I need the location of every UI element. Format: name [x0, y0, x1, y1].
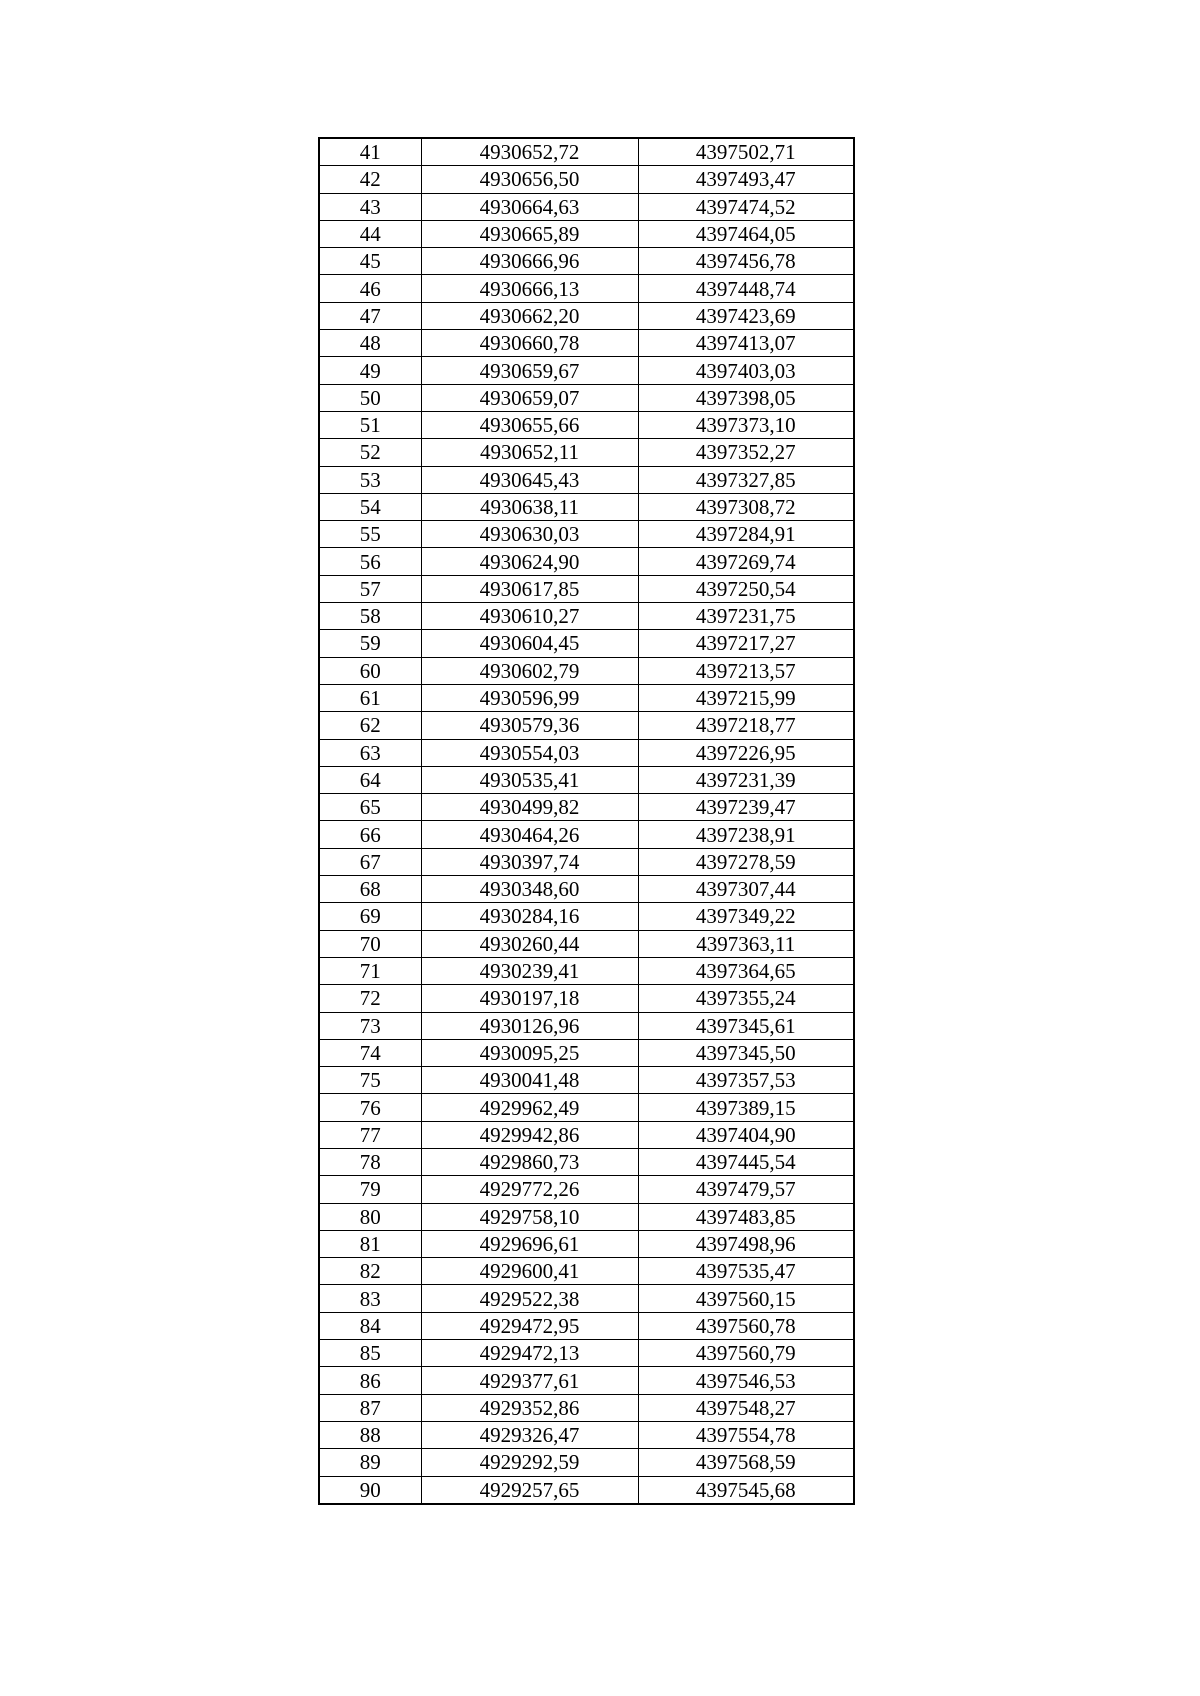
table-row [319, 248, 854, 275]
y-coordinate-cell: 4397389,15 [638, 1094, 854, 1121]
y-coordinate-cell: 4397213,57 [638, 657, 854, 684]
point-number-cell: 60 [319, 657, 421, 684]
table-row [319, 684, 854, 711]
table-row [319, 330, 854, 357]
table-row [319, 766, 854, 793]
y-coordinate-cell: 4397560,79 [638, 1340, 854, 1367]
y-coordinate-cell: 4397445,54 [638, 1148, 854, 1175]
table-row [319, 930, 854, 957]
x-coordinate-cell: 4929962,49 [421, 1094, 638, 1121]
x-coordinate-cell: 4930659,07 [421, 384, 638, 411]
point-number-cell: 72 [319, 985, 421, 1012]
point-number-cell: 81 [319, 1230, 421, 1257]
table-row [319, 957, 854, 984]
x-coordinate-cell: 4929472,95 [421, 1312, 638, 1339]
table-row [319, 876, 854, 903]
point-number-cell: 89 [319, 1449, 421, 1476]
table-row [319, 1476, 854, 1504]
table-row [319, 493, 854, 520]
point-number-cell: 59 [319, 630, 421, 657]
point-number-cell: 67 [319, 848, 421, 875]
x-coordinate-cell: 4930630,03 [421, 521, 638, 548]
x-coordinate-cell: 4929472,13 [421, 1340, 638, 1367]
point-number-cell: 45 [319, 248, 421, 275]
y-coordinate-cell: 4397231,39 [638, 766, 854, 793]
y-coordinate-cell: 4397560,78 [638, 1312, 854, 1339]
point-number-cell: 64 [319, 766, 421, 793]
point-number-cell: 47 [319, 302, 421, 329]
point-number-cell: 70 [319, 930, 421, 957]
x-coordinate-cell: 4930197,18 [421, 985, 638, 1012]
y-coordinate-cell: 4397352,27 [638, 439, 854, 466]
table-row [319, 548, 854, 575]
y-coordinate-cell: 4397231,75 [638, 603, 854, 630]
point-number-cell: 68 [319, 876, 421, 903]
x-coordinate-cell: 4930604,45 [421, 630, 638, 657]
point-number-cell: 71 [319, 957, 421, 984]
table-row [319, 220, 854, 247]
point-number-cell: 84 [319, 1312, 421, 1339]
x-coordinate-cell: 4929600,41 [421, 1258, 638, 1285]
y-coordinate-cell: 4397278,59 [638, 848, 854, 875]
table-row [319, 1121, 854, 1148]
table-row [319, 357, 854, 384]
table-row [319, 1367, 854, 1394]
x-coordinate-cell: 4930617,85 [421, 575, 638, 602]
table-row [319, 903, 854, 930]
y-coordinate-cell: 4397363,11 [638, 930, 854, 957]
table-row [319, 1312, 854, 1339]
point-number-cell: 46 [319, 275, 421, 302]
point-number-cell: 62 [319, 712, 421, 739]
y-coordinate-cell: 4397327,85 [638, 466, 854, 493]
table-row [319, 1340, 854, 1367]
table-row [319, 1012, 854, 1039]
table-row [319, 603, 854, 630]
x-coordinate-cell: 4930535,41 [421, 766, 638, 793]
point-number-cell: 57 [319, 575, 421, 602]
table-row [319, 521, 854, 548]
table-row [319, 193, 854, 220]
table-row [319, 439, 854, 466]
table-row [319, 630, 854, 657]
y-coordinate-cell: 4397413,07 [638, 330, 854, 357]
point-number-cell: 83 [319, 1285, 421, 1312]
point-number-cell: 52 [319, 439, 421, 466]
y-coordinate-cell: 4397483,85 [638, 1203, 854, 1230]
table-row [319, 302, 854, 329]
table-row [319, 848, 854, 875]
x-coordinate-cell: 4929758,10 [421, 1203, 638, 1230]
x-coordinate-cell: 4930638,11 [421, 493, 638, 520]
coordinates-table [318, 137, 855, 1505]
x-coordinate-cell: 4930660,78 [421, 330, 638, 357]
x-coordinate-cell: 4929352,86 [421, 1394, 638, 1421]
table-row [319, 739, 854, 766]
x-coordinate-cell: 4930665,89 [421, 220, 638, 247]
point-number-cell: 51 [319, 411, 421, 438]
table-row [319, 384, 854, 411]
point-number-cell: 73 [319, 1012, 421, 1039]
x-coordinate-cell: 4929696,61 [421, 1230, 638, 1257]
table-row [319, 1394, 854, 1421]
x-coordinate-cell: 4930624,90 [421, 548, 638, 575]
x-coordinate-cell: 4930499,82 [421, 794, 638, 821]
table-row [319, 1258, 854, 1285]
point-number-cell: 80 [319, 1203, 421, 1230]
point-number-cell: 85 [319, 1340, 421, 1367]
y-coordinate-cell: 4397493,47 [638, 166, 854, 193]
y-coordinate-cell: 4397474,52 [638, 193, 854, 220]
x-coordinate-cell: 4930659,67 [421, 357, 638, 384]
table-row [319, 1148, 854, 1175]
table-row [319, 657, 854, 684]
y-coordinate-cell: 4397357,53 [638, 1067, 854, 1094]
point-number-cell: 56 [319, 548, 421, 575]
x-coordinate-cell: 4929377,61 [421, 1367, 638, 1394]
x-coordinate-cell: 4929292,59 [421, 1449, 638, 1476]
x-coordinate-cell: 4929257,65 [421, 1476, 638, 1504]
x-coordinate-cell: 4930554,03 [421, 739, 638, 766]
x-coordinate-cell: 4930239,41 [421, 957, 638, 984]
point-number-cell: 75 [319, 1067, 421, 1094]
y-coordinate-cell: 4397398,05 [638, 384, 854, 411]
x-coordinate-cell: 4930397,74 [421, 848, 638, 875]
y-coordinate-cell: 4397308,72 [638, 493, 854, 520]
point-number-cell: 87 [319, 1394, 421, 1421]
x-coordinate-cell: 4929860,73 [421, 1148, 638, 1175]
x-coordinate-cell: 4929326,47 [421, 1421, 638, 1448]
point-number-cell: 65 [319, 794, 421, 821]
table-row [319, 1094, 854, 1121]
y-coordinate-cell: 4397364,65 [638, 957, 854, 984]
point-number-cell: 44 [319, 220, 421, 247]
x-coordinate-cell: 4930610,27 [421, 603, 638, 630]
table-row [319, 1203, 854, 1230]
point-number-cell: 54 [319, 493, 421, 520]
y-coordinate-cell: 4397349,22 [638, 903, 854, 930]
point-number-cell: 77 [319, 1121, 421, 1148]
y-coordinate-cell: 4397535,47 [638, 1258, 854, 1285]
point-number-cell: 78 [319, 1148, 421, 1175]
x-coordinate-cell: 4929772,26 [421, 1176, 638, 1203]
point-number-cell: 41 [319, 138, 421, 166]
point-number-cell: 49 [319, 357, 421, 384]
point-number-cell: 61 [319, 684, 421, 711]
table-row [319, 794, 854, 821]
x-coordinate-cell: 4930041,48 [421, 1067, 638, 1094]
x-coordinate-cell: 4930662,20 [421, 302, 638, 329]
point-number-cell: 88 [319, 1421, 421, 1448]
y-coordinate-cell: 4397464,05 [638, 220, 854, 247]
y-coordinate-cell: 4397373,10 [638, 411, 854, 438]
point-number-cell: 66 [319, 821, 421, 848]
y-coordinate-cell: 4397568,59 [638, 1449, 854, 1476]
y-coordinate-cell: 4397218,77 [638, 712, 854, 739]
x-coordinate-cell: 4930655,66 [421, 411, 638, 438]
y-coordinate-cell: 4397548,27 [638, 1394, 854, 1421]
y-coordinate-cell: 4397479,57 [638, 1176, 854, 1203]
point-number-cell: 50 [319, 384, 421, 411]
table-row [319, 166, 854, 193]
table-row [319, 1449, 854, 1476]
y-coordinate-cell: 4397217,27 [638, 630, 854, 657]
point-number-cell: 79 [319, 1176, 421, 1203]
table-row [319, 1285, 854, 1312]
point-number-cell: 63 [319, 739, 421, 766]
table-row [319, 821, 854, 848]
y-coordinate-cell: 4397498,96 [638, 1230, 854, 1257]
point-number-cell: 53 [319, 466, 421, 493]
table-row [319, 575, 854, 602]
point-number-cell: 58 [319, 603, 421, 630]
x-coordinate-cell: 4929942,86 [421, 1121, 638, 1148]
point-number-cell: 76 [319, 1094, 421, 1121]
x-coordinate-cell: 4930095,25 [421, 1039, 638, 1066]
table-row [319, 138, 854, 166]
y-coordinate-cell: 4397448,74 [638, 275, 854, 302]
table-row [319, 712, 854, 739]
x-coordinate-cell: 4930652,11 [421, 439, 638, 466]
point-number-cell: 43 [319, 193, 421, 220]
y-coordinate-cell: 4397269,74 [638, 548, 854, 575]
table-row [319, 411, 854, 438]
x-coordinate-cell: 4930579,36 [421, 712, 638, 739]
x-coordinate-cell: 4930260,44 [421, 930, 638, 957]
coordinates-table-body [319, 138, 854, 1504]
y-coordinate-cell: 4397215,99 [638, 684, 854, 711]
x-coordinate-cell: 4930645,43 [421, 466, 638, 493]
y-coordinate-cell: 4397250,54 [638, 575, 854, 602]
y-coordinate-cell: 4397404,90 [638, 1121, 854, 1148]
y-coordinate-cell: 4397546,53 [638, 1367, 854, 1394]
point-number-cell: 90 [319, 1476, 421, 1504]
table-row [319, 1067, 854, 1094]
point-number-cell: 86 [319, 1367, 421, 1394]
x-coordinate-cell: 4930126,96 [421, 1012, 638, 1039]
y-coordinate-cell: 4397226,95 [638, 739, 854, 766]
y-coordinate-cell: 4397560,15 [638, 1285, 854, 1312]
y-coordinate-cell: 4397307,44 [638, 876, 854, 903]
point-number-cell: 69 [319, 903, 421, 930]
table-row [319, 1176, 854, 1203]
x-coordinate-cell: 4930666,96 [421, 248, 638, 275]
y-coordinate-cell: 4397403,03 [638, 357, 854, 384]
x-coordinate-cell: 4930284,16 [421, 903, 638, 930]
x-coordinate-cell: 4930602,79 [421, 657, 638, 684]
table-row [319, 466, 854, 493]
x-coordinate-cell: 4930596,99 [421, 684, 638, 711]
y-coordinate-cell: 4397554,78 [638, 1421, 854, 1448]
table-row [319, 1230, 854, 1257]
y-coordinate-cell: 4397284,91 [638, 521, 854, 548]
y-coordinate-cell: 4397238,91 [638, 821, 854, 848]
y-coordinate-cell: 4397502,71 [638, 138, 854, 166]
point-number-cell: 42 [319, 166, 421, 193]
x-coordinate-cell: 4930666,13 [421, 275, 638, 302]
point-number-cell: 74 [319, 1039, 421, 1066]
y-coordinate-cell: 4397456,78 [638, 248, 854, 275]
x-coordinate-cell: 4930664,63 [421, 193, 638, 220]
table-row [319, 1421, 854, 1448]
x-coordinate-cell: 4930656,50 [421, 166, 638, 193]
y-coordinate-cell: 4397355,24 [638, 985, 854, 1012]
x-coordinate-cell: 4930464,26 [421, 821, 638, 848]
point-number-cell: 48 [319, 330, 421, 357]
table-row [319, 1039, 854, 1066]
x-coordinate-cell: 4930348,60 [421, 876, 638, 903]
y-coordinate-cell: 4397545,68 [638, 1476, 854, 1504]
point-number-cell: 55 [319, 521, 421, 548]
y-coordinate-cell: 4397423,69 [638, 302, 854, 329]
x-coordinate-cell: 4929522,38 [421, 1285, 638, 1312]
x-coordinate-cell: 4930652,72 [421, 138, 638, 166]
point-number-cell: 82 [319, 1258, 421, 1285]
y-coordinate-cell: 4397345,61 [638, 1012, 854, 1039]
table-row [319, 985, 854, 1012]
y-coordinate-cell: 4397345,50 [638, 1039, 854, 1066]
table-row [319, 275, 854, 302]
y-coordinate-cell: 4397239,47 [638, 794, 854, 821]
